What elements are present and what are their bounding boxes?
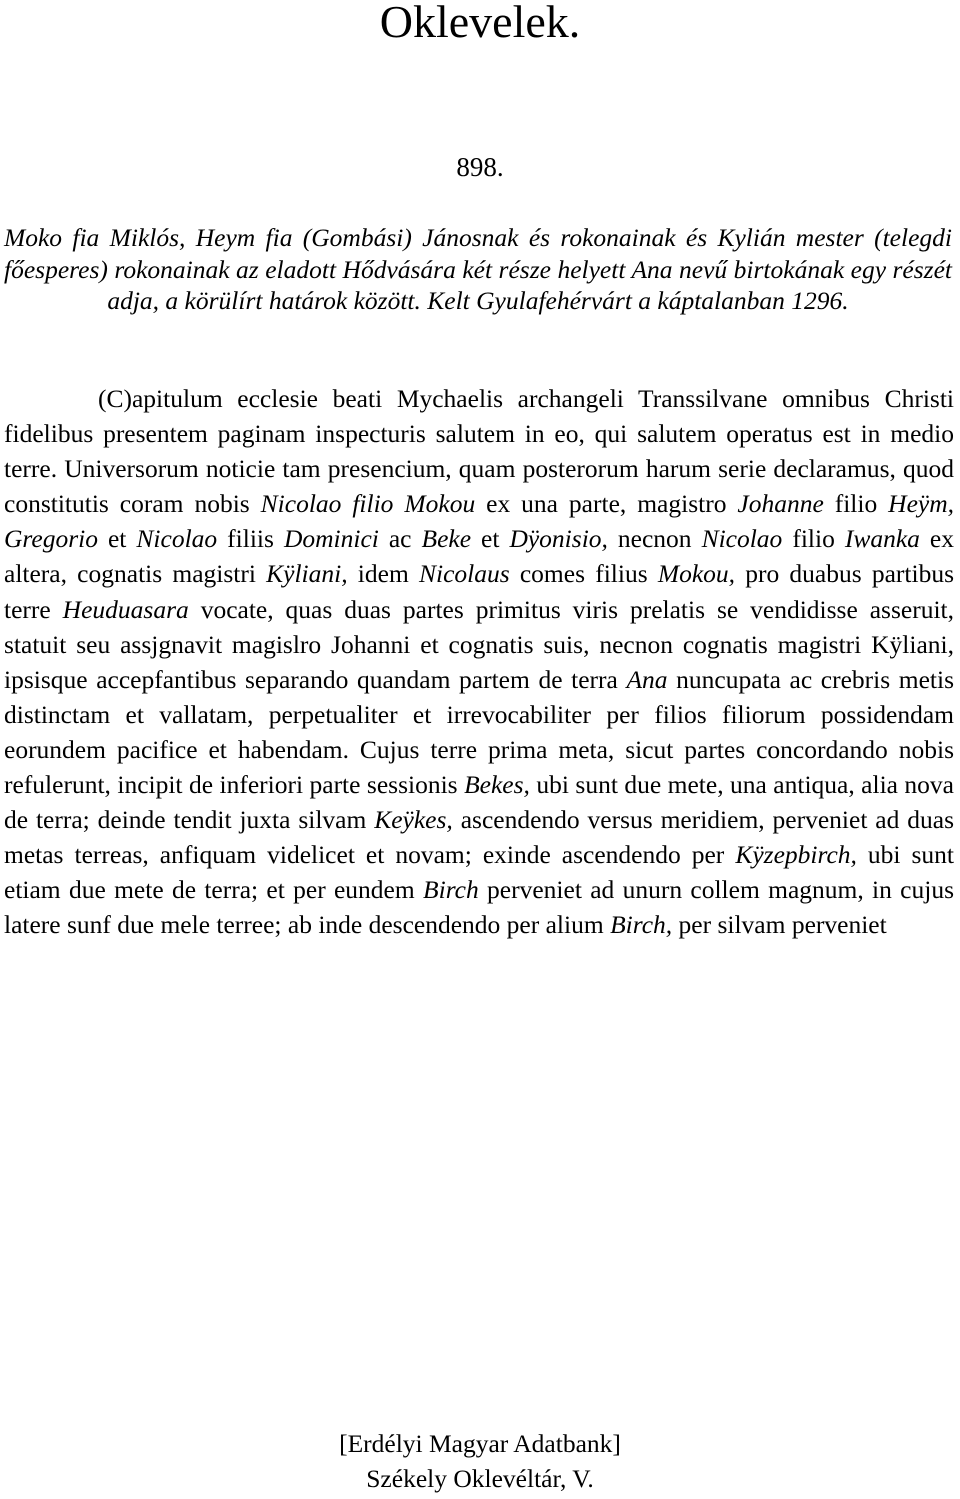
body-text-segment: ascendendo versus meridiem, perveniet ad duas metas terreas, anfiquam videlicet et novam; exinde ascendendo per bbox=[4, 805, 955, 870]
page-title: Oklevelek. bbox=[379, 0, 581, 47]
italic-name: Nicolao filio Mokou bbox=[260, 489, 476, 519]
body-text-segment: nuncupata ac crebris metis distinctam et vallatam, perpetualiter et irrevocabiliter per filios filiorum possidendam eorundem pacifice et habendam. Cujus terre prima meta, sicut partes concordando nobis refulerunt, incipit de inferiori parte sessionis bbox=[4, 664, 954, 800]
body-text-segment: (C)apitulum ecclesie beati Mychaelis archangeli Transsilvane omnibus Christi fidelibus presentem paginam inspecturis salutem in eo, qui salutem operatus est in medio terre. Universorum noticie tam presencium, quam posterorum harum serie declaramus, quod constitutis coram nobis bbox=[4, 384, 954, 519]
italic-name: Nicolao bbox=[136, 524, 218, 554]
body-text-segment: ex una parte, magistro bbox=[475, 489, 738, 519]
italic-name: Nicolao bbox=[701, 524, 783, 554]
italic-name: Birch, bbox=[610, 910, 673, 940]
body-text-segment: ubi sunt due mete, una antiqua, alia nova de terra; deinde tendit juxta silvam bbox=[4, 770, 955, 835]
italic-name: Dÿonisio, bbox=[509, 524, 608, 554]
body-text-segment: per silvam perveniet bbox=[672, 910, 887, 940]
body-text-segment: necnon bbox=[607, 524, 702, 554]
body-text-segment: comes filius bbox=[509, 559, 658, 589]
body-text-segment: ex altera, cognatis magistri bbox=[4, 524, 954, 589]
body-text-segment: pro duabus partibus terre bbox=[4, 559, 954, 624]
italic-name: Ana bbox=[626, 664, 668, 694]
italic-name: Kÿzepbirch, bbox=[735, 840, 857, 870]
italic-name: Heuduasara bbox=[62, 594, 189, 624]
italic-name: Mokou, bbox=[657, 559, 736, 589]
body-text-segment: filio bbox=[823, 489, 889, 519]
italic-name: Birch bbox=[423, 875, 479, 905]
body-text-segment: et bbox=[471, 524, 510, 554]
footer-source: [Erdélyi Magyar Adatbank] bbox=[339, 1429, 621, 1458]
italic-name: Johanne bbox=[737, 489, 824, 519]
page-footer bbox=[0, 1426, 960, 1496]
body-text-segment: vocate, quas duas partes primitus viris prelatis se vendidisse asseruit, statuit seu assjgnavit magislro Johanni et cognatis suis, necnon cognatis magistri Kÿliani, ipsisque accepfantibus separando quandam partem de terra bbox=[4, 594, 954, 694]
body-text-segment: et bbox=[97, 524, 137, 554]
italic-name: Keÿkes, bbox=[374, 805, 453, 835]
body-text-segment: filiis bbox=[217, 524, 284, 554]
italic-name: Heÿm, Gregorio bbox=[4, 489, 955, 554]
body-text-segment: filio bbox=[782, 524, 845, 554]
charter-text bbox=[4, 381, 954, 943]
body-text-segment: perveniet ad unurn collem magnum, in cujus latere sunf due mele terree; ab inde descendendo per alium bbox=[4, 875, 954, 940]
footer-publication: Székely Oklevéltár, V. bbox=[366, 1464, 594, 1493]
italic-name: Dominici bbox=[283, 524, 379, 554]
document-summary: Moko fia Miklós, Heym fia (Gombási) Jánosnak és rokonainak és Kylián mester (telegdi főesperes) rokonainak az eladott Hődvására két része helyett Ana nevű birtokának egy részét adja, a körülírt határok között. Kelt Gyulafehérvárt a káptalanban 1296. bbox=[4, 223, 952, 315]
italic-name: Bekes, bbox=[464, 770, 530, 800]
body-text-segment: ubi sunt etiam due mete de terra; et per eundem bbox=[4, 840, 954, 905]
document-number: 898. bbox=[456, 152, 504, 182]
italic-name: Kÿliani, bbox=[266, 559, 348, 589]
italic-name: Nicolaus bbox=[419, 559, 510, 589]
italic-name: Beke bbox=[421, 524, 472, 554]
italic-name: Iwanka bbox=[844, 524, 920, 554]
body-text-segment: ac bbox=[378, 524, 422, 554]
body-text-segment: idem bbox=[347, 559, 419, 589]
